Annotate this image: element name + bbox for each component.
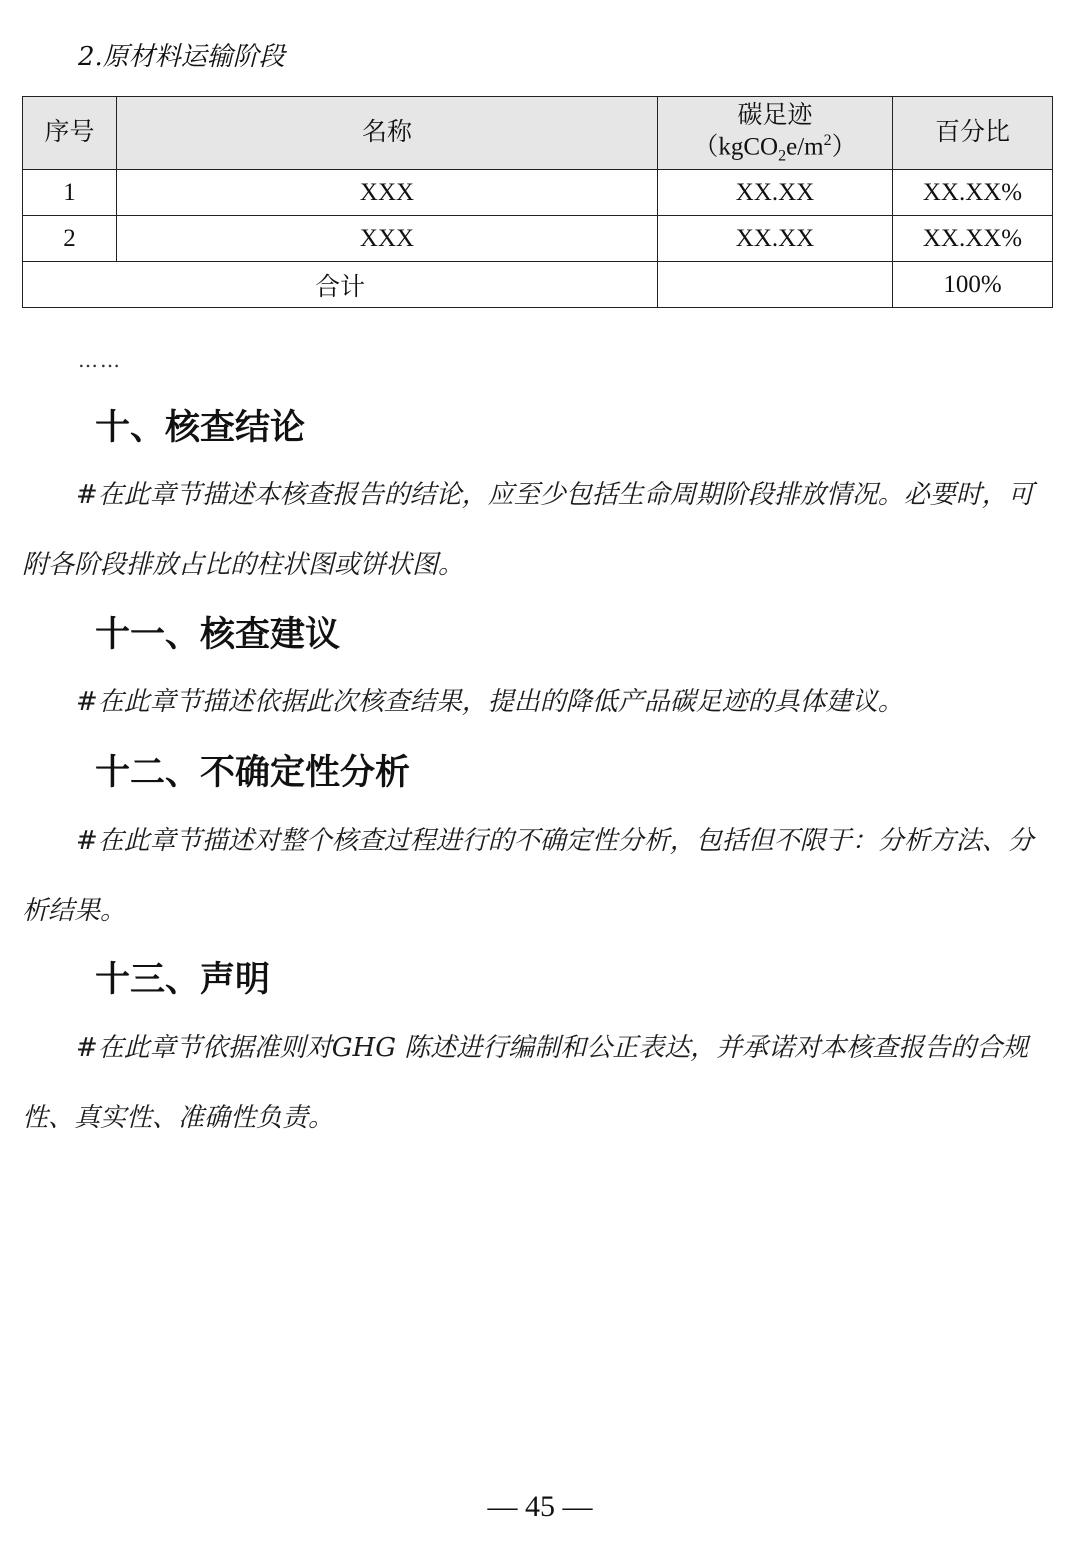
paragraph-verification-recommendations: #在此章节描述依据此次核查结果，提出的降低产品碳足迹的具体建议。 [76,687,904,717]
table-row [23,216,1053,262]
table-total-row [23,262,1053,308]
heading-uncertainty-analysis: 十二、不确定性分析 [95,753,411,793]
cell-seq: 1 [23,170,117,216]
cell-footprint: XX.XX [658,216,893,262]
cell-percent: XX.XX% [893,216,1053,262]
table-row [23,170,1053,216]
header-percent: 百分比 [893,97,1053,170]
total-label: 合计 [23,262,658,308]
section-subtitle: 2.原材料运输阶段 [78,42,285,72]
cell-percent: XX.XX% [893,170,1053,216]
table-header-row [23,97,1053,170]
heading-verification-recommendations: 十一、核查建议 [95,615,341,655]
ellipsis: …… [78,348,122,372]
cell-name: XXX [117,216,658,262]
header-footprint-label: 碳足迹 [737,101,813,129]
heading-declaration: 十三、声明 [95,960,271,1000]
cell-footprint: XX.XX [658,170,893,216]
total-footprint [658,262,893,308]
header-footprint-unit: $(kgCO_2e/m^2)$ [693,131,857,165]
paragraph-declaration: #在此章节依据准则对GHG 陈述进行编制和公正表达，并承诺对本核查报告的合规性、真实性、准确性负责。 [22,1033,1029,1133]
total-percent: 100% [893,262,1053,308]
carbon-footprint-table [22,96,1053,308]
cell-name: XXX [117,170,658,216]
paragraph-uncertainty-analysis: #在此章节描述对整个核查过程进行的不确定性分析，包括但不限于：分析方法、分析结果。 [22,826,1034,926]
header-name: 名称 [117,97,658,170]
header-footprint [658,97,893,170]
cell-seq: 2 [23,216,117,262]
header-seq: 序号 [23,97,117,170]
paragraph-verification-conclusion: #在此章节描述本核查报告的结论，应至少包括生命周期阶段排放情况。必要时，可附各阶段排放占比的柱状图或饼状图。 [22,480,1034,580]
heading-verification-conclusion: 十、核查结论 [95,408,306,448]
page-number: — 45 — [487,1490,593,1523]
